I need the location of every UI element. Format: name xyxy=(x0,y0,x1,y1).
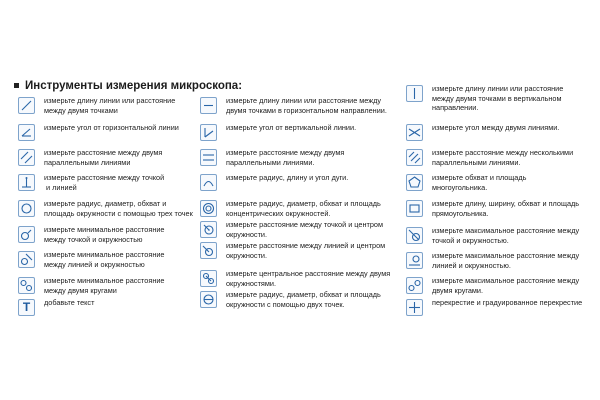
tool-label-line: измерьте расстояние между двумя xyxy=(44,148,163,157)
tool-label-line: окружности. xyxy=(226,250,268,260)
tool-label-line: измерьте длину линии или расстояние xyxy=(44,96,176,105)
two-circles-max-icon[interactable] xyxy=(406,277,423,294)
tool-label-line: измерьте длину линии или расстояние между xyxy=(226,96,382,105)
tool-label xyxy=(44,123,179,133)
line-circle-max-icon[interactable] xyxy=(406,252,423,269)
title-text: Инструменты измерения микроскопа: xyxy=(25,80,243,92)
two-point-line-icon[interactable] xyxy=(200,97,217,114)
tool-label-line: между точкой и окружностью xyxy=(44,234,143,244)
tool-label-line: перекрестие и градуированное перекрестие xyxy=(432,298,583,307)
tool-label-line: площадь окружности с помощью трех точек xyxy=(44,208,193,218)
line-measure-icon[interactable] xyxy=(18,97,35,114)
tool-label-line: измерьте угол от горизонтальной линии xyxy=(44,123,179,132)
three-point-circle-icon[interactable] xyxy=(18,200,35,217)
tool-label xyxy=(226,96,387,115)
tool-label-line: между двумя точками в вертикальном xyxy=(432,93,562,103)
tool-label xyxy=(226,220,383,239)
tool-label xyxy=(226,199,381,218)
tool-label xyxy=(226,173,348,183)
tool-label-line: точкой и окружностью. xyxy=(432,235,509,245)
tool-label-line: измерьте расстояние между линией и центром xyxy=(226,241,386,250)
bullet-icon xyxy=(14,83,19,88)
tool-label xyxy=(44,276,164,295)
tool-label xyxy=(432,298,582,308)
tool-label xyxy=(44,173,164,192)
tool-label-line: параллельными линиями xyxy=(44,157,131,167)
tool-label-line: двумя кругами. xyxy=(432,285,484,295)
tool-label xyxy=(44,148,162,167)
parallel-lines-2-icon[interactable] xyxy=(200,149,217,166)
polygon-icon[interactable] xyxy=(406,174,423,191)
tool-label-line: двумя точками в горизонтальном направлении. xyxy=(226,105,387,115)
angle-horizontal-icon[interactable] xyxy=(18,124,35,141)
point-circle-max-icon[interactable] xyxy=(406,227,423,244)
tool-label-line: измерьте центральное расстояние между двумя xyxy=(226,269,391,278)
tool-label xyxy=(226,269,390,288)
tool-label-line: измерьте максимальное расстояние между xyxy=(432,276,580,285)
tool-label xyxy=(44,225,164,244)
tool-label-line: измерьте максимальное расстояние между xyxy=(432,251,580,260)
tool-label xyxy=(44,298,94,308)
tool-label-line: измерьте радиус, длину и угол дуги. xyxy=(226,173,349,182)
tool-label xyxy=(44,199,193,218)
crosshair-icon[interactable] xyxy=(406,299,423,316)
tool-label-line: добавьте текст xyxy=(44,298,95,307)
tool-label xyxy=(432,123,559,133)
line-circle-center-icon[interactable] xyxy=(200,242,217,259)
point-circle-center-icon[interactable] xyxy=(200,221,217,238)
tool-label-line: измерьте расстояние между несколькими xyxy=(432,148,574,157)
tool-label-line: прямоугольника. xyxy=(432,208,489,218)
tool-label-line: измерьте максимальное расстояние между xyxy=(432,226,580,235)
point-line-distance-icon[interactable] xyxy=(18,174,35,191)
point-circle-min-icon[interactable] xyxy=(18,226,35,243)
tool-label xyxy=(226,290,381,309)
tool-label-line: параллельными линиями. xyxy=(432,157,521,167)
line-circle-min-icon[interactable] xyxy=(18,251,35,268)
tool-label xyxy=(432,173,526,192)
two-circles-center-icon[interactable] xyxy=(200,270,217,287)
tool-label xyxy=(432,199,579,218)
tool-label-line: измерьте расстояние между двумя xyxy=(226,148,345,157)
text-icon[interactable]: T xyxy=(18,299,35,316)
tool-label-line: измерьте радиус, диаметр, обхват и xyxy=(44,199,167,208)
tool-label-line: концентрических окружностей. xyxy=(226,208,331,218)
tool-label xyxy=(432,148,573,167)
tool-label-line: и линией xyxy=(44,182,77,192)
tool-label-line: направлении. xyxy=(432,103,479,112)
tool-label-line: многоугольника. xyxy=(432,182,488,192)
tool-label-line: измерьте расстояние между точкой xyxy=(44,173,165,182)
arc-icon[interactable] xyxy=(200,174,217,191)
tool-label xyxy=(226,148,344,167)
tool-label-line: линией и окружностью. xyxy=(432,260,511,270)
multi-parallel-lines-icon[interactable] xyxy=(406,149,423,166)
tool-label-line: окружности. xyxy=(226,229,268,239)
rectangle-icon[interactable] xyxy=(406,200,423,217)
tool-label-line: измерьте радиус, диаметр, обхват и площадь xyxy=(226,199,381,208)
tool-label-line: измерьте минимальное расстояние xyxy=(44,225,165,234)
page-title xyxy=(14,80,242,92)
angle-two-lines-icon[interactable] xyxy=(406,124,423,141)
tool-label xyxy=(432,276,579,295)
tool-label-line: между двумя точками xyxy=(44,105,118,115)
concentric-circles-icon[interactable] xyxy=(200,200,217,217)
tool-label-line: между двумя кругами xyxy=(44,285,117,295)
tool-label-line: измерьте угол от вертикальной линии. xyxy=(226,123,357,132)
tool-label xyxy=(432,84,563,113)
two-circles-min-icon[interactable] xyxy=(18,277,35,294)
tool-label-line: измерьте минимальное расстояние xyxy=(44,276,165,285)
tool-label-line: измерьте длину линии или расстояние xyxy=(432,84,564,93)
parallel-lines-icon[interactable] xyxy=(18,149,35,166)
tool-label-line: окружности с помощью двух точек. xyxy=(226,299,345,309)
tool-label-line: измерьте расстояние между точкой и центром xyxy=(226,220,383,229)
angle-vertical-icon[interactable] xyxy=(200,124,217,141)
vertical-line-icon[interactable] xyxy=(406,85,423,102)
tool-label-line: измерьте радиус, диаметр, обхват и площадь xyxy=(226,290,381,299)
tool-label xyxy=(226,123,356,133)
tool-label-line: измерьте длину, ширину, обхват и площадь xyxy=(432,199,580,208)
tool-label xyxy=(432,251,579,270)
tool-label xyxy=(432,226,579,245)
tool-label xyxy=(44,250,164,269)
two-point-circle-icon[interactable] xyxy=(200,291,217,308)
tool-label-line: измерьте обхват и площадь xyxy=(432,173,527,182)
tool-label-line: измерьте минимальное расстояние xyxy=(44,250,165,259)
tool-label-line: окружностями. xyxy=(226,278,276,288)
tool-label xyxy=(226,241,385,260)
tool-label-line: параллельными линиями. xyxy=(226,157,315,167)
tool-label-line: между линией и окружностью xyxy=(44,259,145,269)
tool-label-line: измерьте угол между двумя линиями. xyxy=(432,123,560,132)
tool-label xyxy=(44,96,175,115)
